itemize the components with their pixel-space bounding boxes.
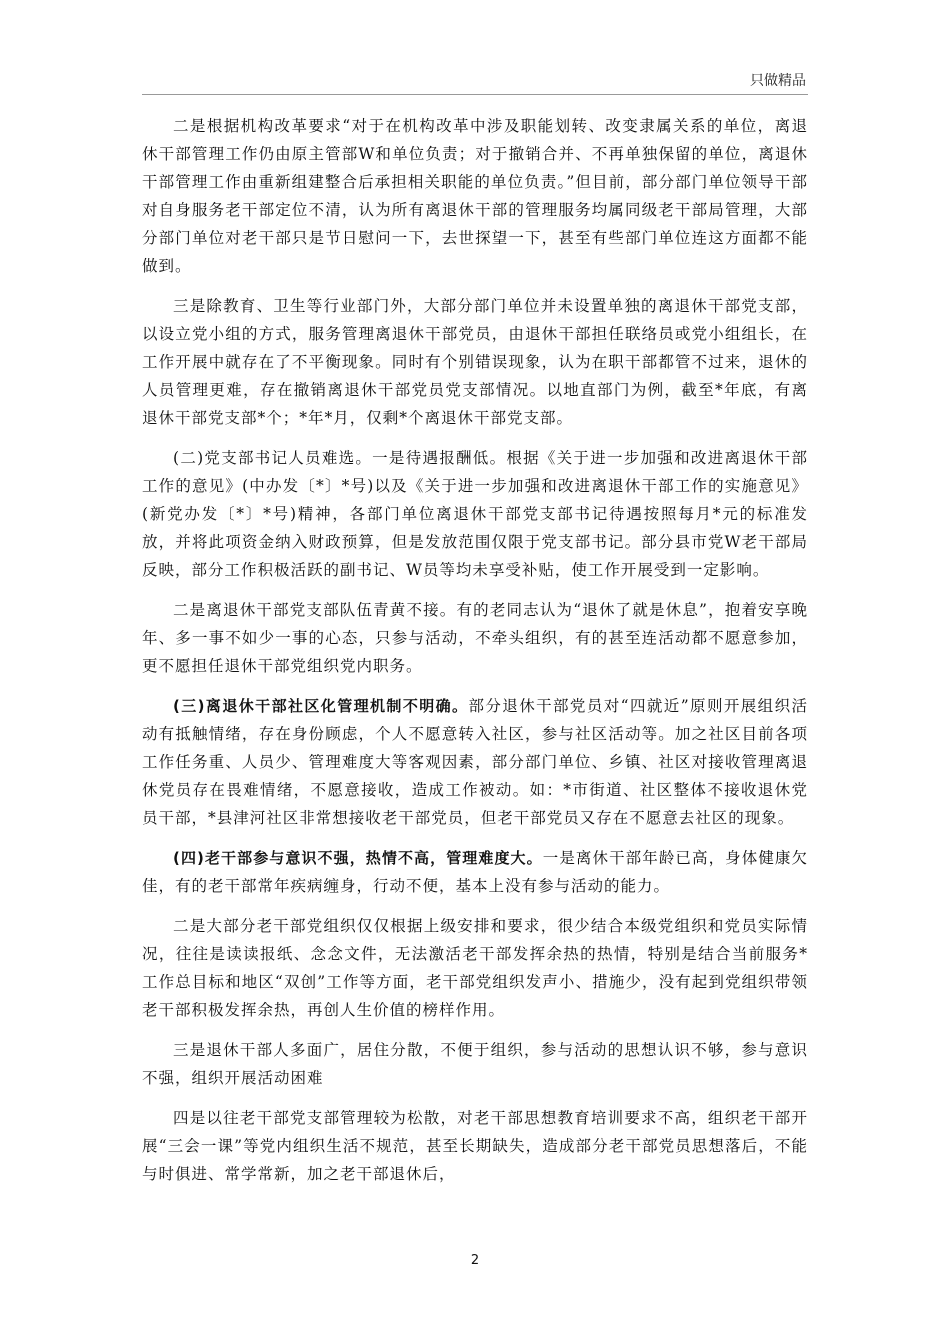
paragraph-text: 二是离退休干部党支部队伍青黄不接。有的老同志认为“退休了就是休息”，抱着安享晚年、多一事不如少一事的心态，只参与活动，不牵头组织，有的甚至连活动都不愿意参加，更不愿担任退休干部党组织党内职务。 xyxy=(142,601,808,675)
paragraph xyxy=(142,692,808,832)
header-divider xyxy=(142,94,808,95)
page-number: 2 xyxy=(470,1253,480,1268)
paragraph-heading: (三)离退休干部社区化管理机制不明确。 xyxy=(173,697,469,715)
paragraph-text: 三是除教育、卫生等行业部门外，大部分部门单位并未设置单独的离退休干部党支部，以设立党小组的方式，服务管理离退休干部党员，由退休干部担任联络员或党小组组长，在工作开展中就存在了不平衡现象。同时有个别错误现象，认为在职干部都管不过来，退休的人员管理更难，存在撤销离退休干部党员党支部情况。以地直部门为例，截至*年底，有离退休干部党支部*个；*年*月，仅剩*个离退休干部党支部。 xyxy=(142,297,808,427)
paragraph-text: 二是根据机构改革要求“对于在机构改革中涉及职能划转、改变隶属关系的单位，离退休干部管理工作仍由原主管部W和单位负责；对于撤销合并、不再单独保留的单位，离退休干部管理工作由重新组建整合后承担相关职能的单位负责。”但目前，部分部门单位领导干部对自身服务老干部定位不清，认为所有离退休干部的管理服务均属同级老干部局管理，大部分部门单位对老干部只是节日慰问一下，去世探望一下，甚至有些部门单位连这方面都不能做到。 xyxy=(142,117,808,275)
paragraph-text: 一是离休干部年龄已高，身体健康欠佳，有的老干部常年疾病缠身，行动不便，基本上没有参与活动的能力。 xyxy=(142,849,808,895)
paragraph-text: 部分退休干部党员对“四就近”原则开展组织活动有抵触情绪，存在身份顾虑，个人不愿意转入社区，参与社区活动等。加之社区目前各项工作任务重、人员少、管理难度大等客观因素，部分部门单位、乡镇、社区对接收管理离退休党员存在畏难情绪，不愿意接收，造成工作被动。如：*市街道、社区整体不接收退休党员干部，*县津河社区非常想接收老干部党员，但老干部党员又存在不愿意去社区的现象。 xyxy=(142,697,808,827)
document-body xyxy=(142,112,808,1200)
paragraph xyxy=(142,1104,808,1188)
paragraph-text: (二)党支部书记人员难选。一是待遇报酬低。根据《关于进一步加强和改进离退休干部工作的意见》(中办发〔*〕*号)以及《关于进一步加强和改进离退休干部工作的实施意见》(新党办发〔*〕*号)精神，各部门单位离退休干部党支部书记待遇按照每月*元的标准发放，并将此项资金纳入财政预算，但是发放范围仅限于党支部书记。部分县市党W老干部局反映，部分工作积极活跃的副书记、W员等均未享受补贴，使工作开展受到一定影响。 xyxy=(142,449,808,579)
paragraph xyxy=(142,292,808,432)
paragraph-text: 三是退休干部人多面广，居住分散，不便于组织，参与活动的思想认识不够，参与意识不强，组织开展活动困难 xyxy=(142,1041,808,1087)
page-header: 只做精品 xyxy=(750,73,806,89)
paragraph xyxy=(142,1036,808,1092)
paragraph xyxy=(142,444,808,584)
paragraph xyxy=(142,596,808,680)
paragraph xyxy=(142,912,808,1024)
paragraph-text: 四是以往老干部党支部管理较为松散，对老干部思想教育培训要求不高，组织老干部开展“三会一课”等党内组织生活不规范，甚至长期缺失，造成部分老干部党员思想落后，不能与时俱进、常学常新，加之老干部退休后， xyxy=(142,1109,808,1183)
paragraph xyxy=(142,844,808,900)
paragraph xyxy=(142,112,808,280)
paragraph-heading: (四)老干部参与意识不强，热情不高，管理难度大。 xyxy=(173,849,543,867)
paragraph-text: 二是大部分老干部党组织仅仅根据上级安排和要求，很少结合本级党组织和党员实际情况，往往是读读报纸、念念文件，无法激活老干部发挥余热的热情，特别是结合当前服务*工作总目标和地区“双创”工作等方面，老干部党组织发声小、措施少，没有起到党组织带领老干部积极发挥余热，再创人生价值的榜样作用。 xyxy=(142,917,808,1019)
